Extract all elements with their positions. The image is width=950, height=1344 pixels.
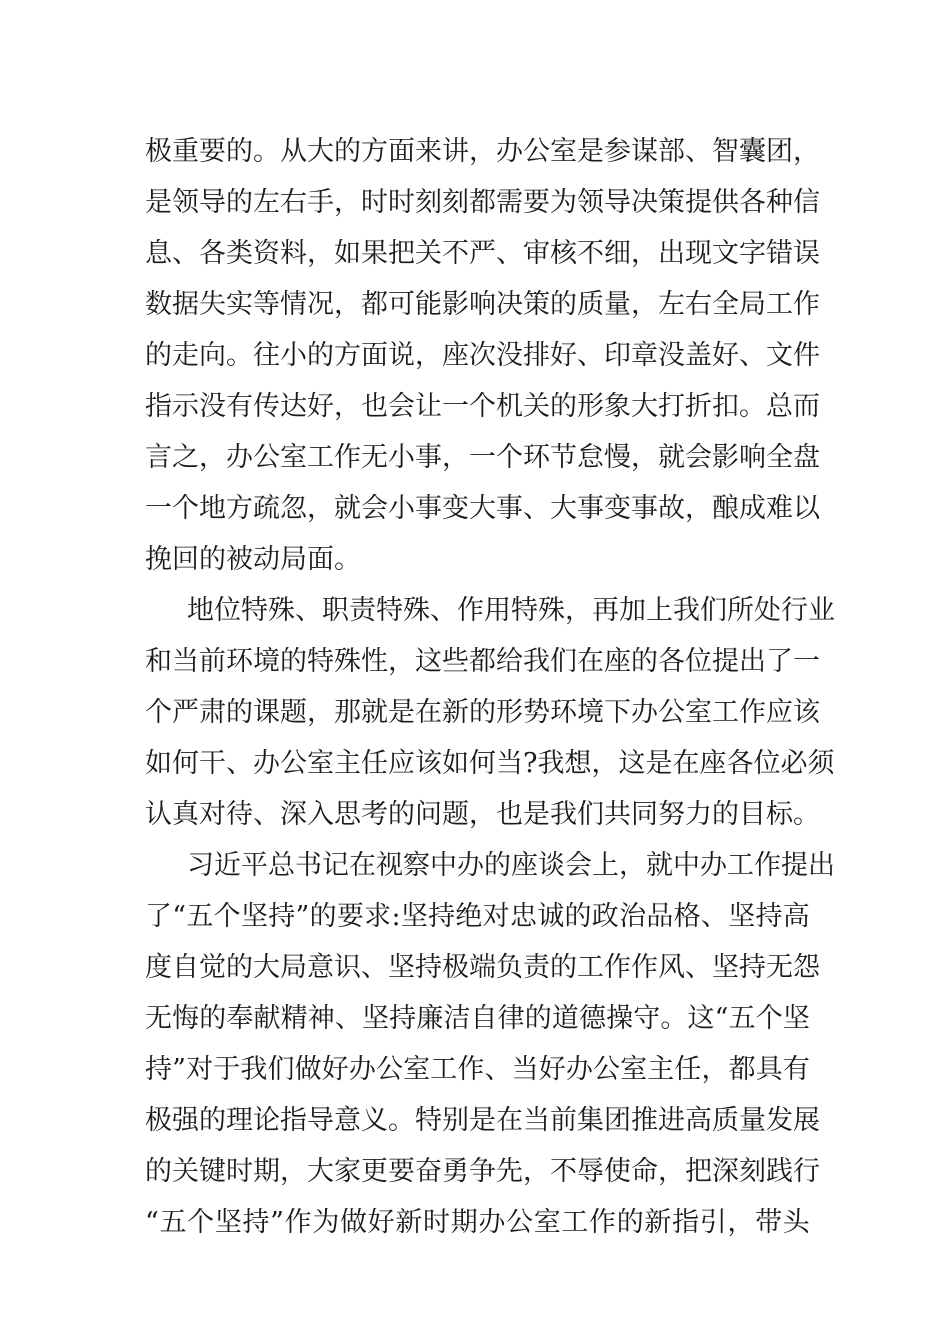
text-line: 的 关 键 时 期 ， 大 家 更 要 奋 勇 争 先 ， 不 辱 使 命 ， 把 深 刻 践 行 bbox=[145, 1156, 820, 1187]
text-line: 地 位 特 殊 、 职 责 特 殊 、 作 用 特 殊 ， 再 加 上 我 们 所 处 行 业 bbox=[187, 595, 835, 626]
text-line: 和 当 前 环 境 的 特 殊 性 ， 这 些 都 给 我 们 在 座 的 各 位 提 出 了 一 bbox=[145, 646, 820, 677]
text-line: 言 之 ， 办 公 室 工 作 无 小 事 ， 一 个 环 节 怠 慢 ， 就 会 影 响 全 盘 bbox=[145, 442, 820, 473]
text-line: 持 ” 对 于 我 们 做 好 办 公 室 工 作 、 当 好 办 公 室 主 任 ， 都 具 有 bbox=[145, 1054, 810, 1085]
text-line: 息 、 各 类 资 料 ， 如 果 把 关 不 严 、 审 核 不 细 ， 出 现 文 字 错 误 bbox=[145, 238, 820, 269]
text-line: 的 走 向 。 往 小 的 方 面 说 ， 座 次 没 排 好 、 印 章 没 盖 好 、 文 件 bbox=[145, 340, 820, 371]
text-line: 挽回的被动局面。 bbox=[145, 544, 361, 575]
text-line: 度 自 觉 的 大 局 意 识 、 坚 持 极 端 负 责 的 工 作 作 风 、 坚 持 无 怨 bbox=[145, 952, 820, 983]
text-line: 数 据 失 实 等 情 况 ， 都 可 能 影 响 决 策 的 质 量 ， 左 右 全 局 工 作 bbox=[145, 289, 820, 320]
text-line: 习 近 平 总 书 记 在 视 察 中 办 的 座 谈 会 上 ， 就 中 办 工 作 提 出 bbox=[187, 850, 835, 881]
text-line: 极 重 要 的 。 从 大 的 方 面 来 讲 ， 办 公 室 是 参 谋 部 、 智 囊 团 ， bbox=[145, 136, 820, 167]
text-line: 极 强 的 理 论 指 导 意 义 。 特 别 是 在 当 前 集 团 推 进 高 质 量 发 展 bbox=[145, 1105, 820, 1136]
text-line: 无 悔 的 奉 献 精 神 、 坚 持 廉 洁 自 律 的 道 德 操 守 。 这 “ 五 个 坚 bbox=[145, 1003, 810, 1034]
text-line: 是 领 导 的 左 右 手 ， 时 时 刻 刻 都 需 要 为 领 导 决 策 提 供 各 种 信 bbox=[145, 187, 820, 218]
text-line: 如 何 干 、 办 公 室 主 任 应 该 如 何 当 ? 我 想 ， 这 是 在 座 各 位 必 须 bbox=[145, 748, 835, 779]
text-line: 一 个 地 方 疏 忽 ， 就 会 小 事 变 大 事 、 大 事 变 事 故 ， 酿 成 难 以 bbox=[145, 493, 820, 524]
text-line: “ 五 个 坚 持 ” 作 为 做 好 新 时 期 办 公 室 工 作 的 新 指 引 ， 带 头 bbox=[145, 1207, 810, 1238]
text-line: 指 示 没 有 传 达 好 ， 也 会 让 一 个 机 关 的 形 象 大 打 折 扣 。 总 而 bbox=[145, 391, 820, 422]
text-line: 认真对待、深入思考的问题，也是我们共同努力的目标。 bbox=[145, 799, 820, 830]
text-line: 个 严 肃 的 课 题 ， 那 就 是 在 新 的 形 势 环 境 下 办 公 室 工 作 应 该 bbox=[145, 697, 820, 728]
text-line: 了 “ 五 个 坚 持 ” 的 要 求 : 坚 持 绝 对 忠 诚 的 政 治 品 格 、 坚 持 高 bbox=[145, 901, 810, 932]
document-body bbox=[145, 126, 835, 1248]
